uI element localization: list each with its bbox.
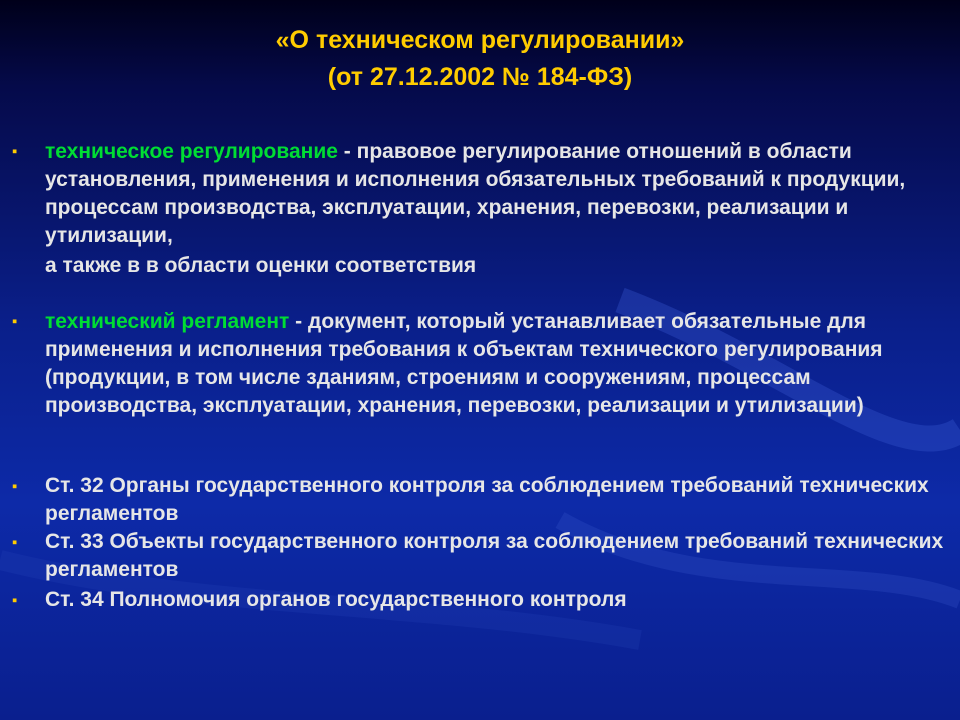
term-technical-reglament: технический регламент: [45, 310, 290, 333]
term-technical-regulation: техническое регулирование: [45, 140, 338, 163]
article-32: Ст. 32 Органы государственного контроля за соблюдением требований технических регламентов: [45, 474, 929, 525]
definition-text: документ, который устанавливает обязательные для применения и исполнения требования к объектам технического регулирования (продукции, в том числе зданиям, строениям и сооружениям, процессам производства, эксплуатации, хранения, перевозки, реализации и утилизации): [45, 310, 883, 417]
definition-item-technical-regulation: техническое регулирование - правовое регулирование отношений в области установления, применения и исполнения обязательных требований к продукции, процессам производства, эксплуатации, хранения, перевозки, реализации и утилизации, а также в в области оценки соответствия: [45, 138, 950, 280]
definition-addendum: а также в в области оценки соответствия: [45, 254, 477, 277]
bullet-icon: ▪: [12, 478, 18, 495]
article-34: Ст. 34 Полномочия органов государственного контроля: [45, 588, 627, 611]
bullet-icon: ▪: [12, 313, 18, 330]
definition-item-technical-reglament: технический регламент - документ, который устанавливает обязательные для применения и исполнения требования к объектам технического регулирования (продукции, в том числе зданиям, строениям и сооружениям, процессам производства, эксплуатации, хранения, перевозки, реализации и утилизации): [45, 310, 883, 417]
title-line-1: «О техническом регулировании»: [275, 26, 685, 54]
bullet-icon: ▪: [12, 592, 18, 609]
definition-text: правовое регулирование отношений в области установления, применения и исполнения обязательных требований к продукции, процессам производства, эксплуатации, хранения, перевозки, реализации и утилизации,: [45, 140, 906, 247]
bullet-icon: ▪: [12, 534, 18, 551]
article-33: Ст. 33 Объекты государственного контроля за соблюдением требований технических регламентов: [45, 530, 944, 581]
slide-title: [0, 22, 960, 96]
title-line-2: (от 27.12.2002 № 184-ФЗ): [327, 63, 633, 91]
bullet-icon: ▪: [12, 143, 18, 160]
